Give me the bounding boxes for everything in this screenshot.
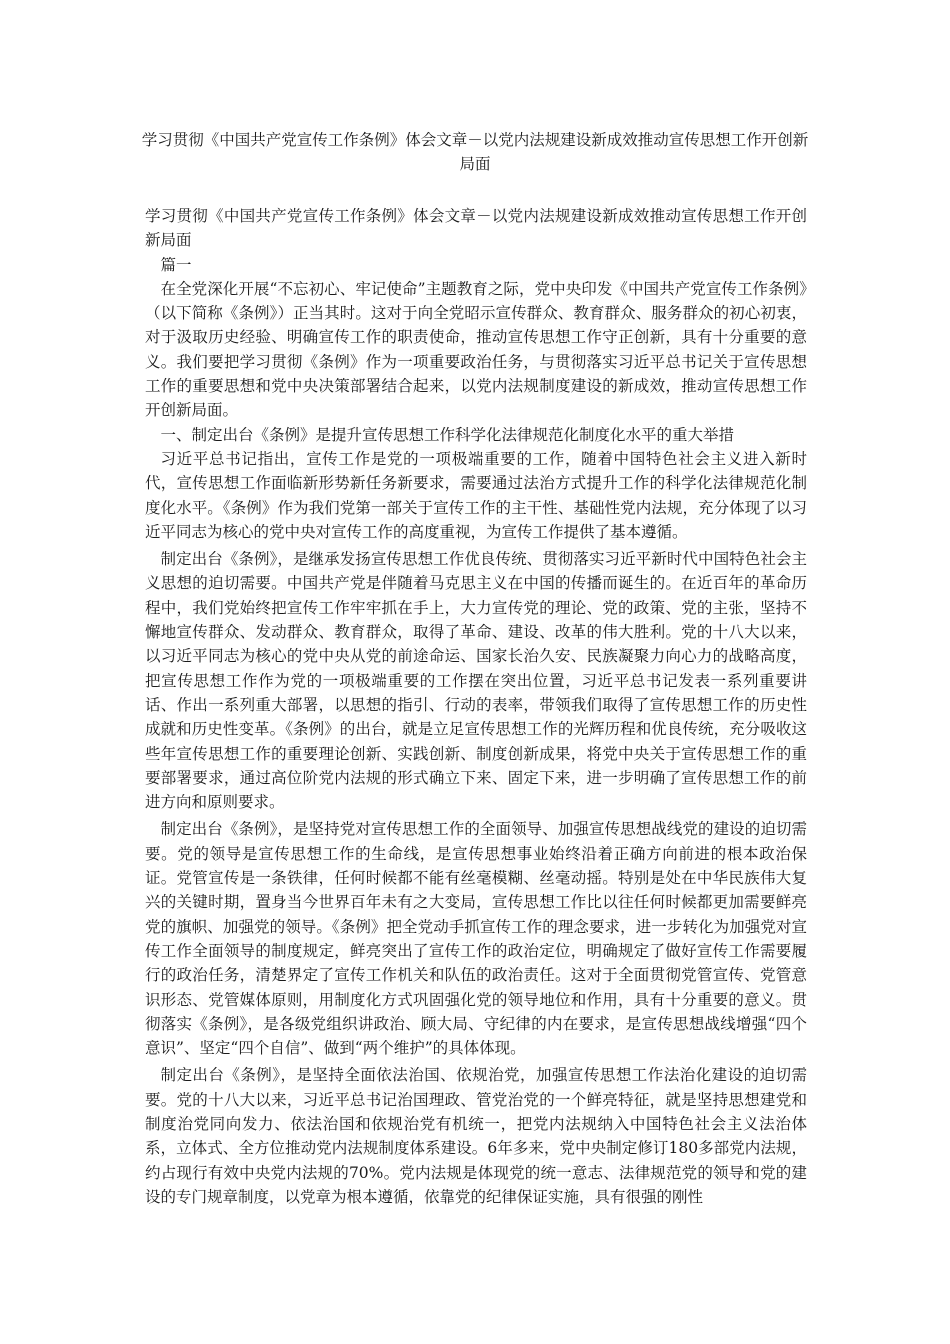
paragraph: 习近平总书记指出，宣传工作是党的一项极端重要的工作，随着中国特色社会主义进入新时代，宣传思想工作面临新形势新任务新要求，需要通过法治方式提升工作的科学化法律规范化制度化水平。《条例》作为我们党第一部关于宣传工作的主干性、基础性党内法规，充分体现了以习近平同志为核心的党中央对宣传工作的高度重视，为宣传工作提供了基本遵循。: [145, 449, 807, 541]
section-heading-one: 一、制定出台《条例》是提升宣传思想工作科学化法律规范化制度化水平的重大举措: [160, 425, 735, 444]
paragraph: 制定出台《条例》，是坚持党对宣传思想工作的全面领导、加强宣传思想战线党的建设的迫切需要。党的领导是宣传思想工作的生命线，是宣传思想事业始终沿着正确方向前进的根本政治保证。党管宣传是一条铁律，任何时候都不能有丝毫模糊、丝毫动摇。特别是处在中华民族伟大复兴的关键时期，置身当今世界百年未有之大变局，宣传思想工作比以往任何时候都更加需要鲜亮党的旗帜、加强党的领导。《条例》把全党动手抓宣传工作的理念要求，进一步转化为加强党对宣传工作全面领导的制度规定，鲜亮突出了宣传工作的政治定位，明确规定了做好宣传工作需要履行的政治任务，清楚界定了宣传工作机关和队伍的政治责任。这对于全面贯彻党管宣传、党管意识形态、党管媒体原则，用制度化方式巩固强化党的领导地位和作用，具有十分重要的意义。贯彻落实《条例》，是各级党组织讲政治、顾大局、守纪律的内在要求，是宣传思想战线增强“四个意识”、坚定“四个自信”、做到“两个维护”的具体体现。: [145, 820, 807, 1058]
document-subtitle: 学习贯彻《中国共产党宣传工作条例》体会文章－以党内法规建设新成效推动宣传思想工作开创新局面: [145, 207, 807, 250]
document-title: 学习贯彻《中国共产党宣传工作条例》体会文章－以党内法规建设新成效推动宣传思想工作开创新局面: [141, 131, 809, 173]
document-body: [145, 204, 807, 1209]
paragraph: 制定出台《条例》，是坚持全面依法治国、依规治党，加强宣传思想工作法治化建设的迫切需要。党的十八大以来，习近平总书记治国理政、管党治党的一个鲜亮特征，就是坚持思想建党和制度治党同向发力、依法治国和依规治党有机统一，把党内法规纳入中国特色社会主义法治体系，立体式、全方位推动党内法规制度体系建设。6年多来，党中央制定修订180多部党内法规，约占现行有效中央党内法规的70%。党内法规是体现党的统一意志、法律规范党的领导和党的建设的专门规章制度，以党章为根本遵循，依靠党的纪律保证实施，具有很强的刚性: [145, 1066, 807, 1206]
section-label: 篇一: [160, 255, 192, 274]
paragraph: 制定出台《条例》，是继承发扬宣传思想工作优良传统、贯彻落实习近平新时代中国特色社会主义思想的迫切需要。中国共产党是伴随着马克思主义在中国的传播而诞生的。在近百年的革命历程中，我们党始终把宣传工作牢牢抓在手上，大力宣传党的理论、党的政策、党的主张，坚持不懈地宣传群众、发动群众、教育群众，取得了革命、建设、改革的伟大胜利。党的十八大以来，以习近平同志为核心的党中央从党的前途命运、国家长治久安、民族凝聚力向心力的战略高度，把宣传思想工作作为党的一项极端重要的工作摆在突出位置，习近平总书记发表一系列重要讲话、作出一系列重大部署，以思想的指引、行动的表率，带领我们取得了宣传思想工作的历史性成就和历史性变革。《条例》的出台，就是立足宣传思想工作的光辉历程和优良传统，充分吸收这些年宣传思想工作的重要理论创新、实践创新、制度创新成果，将党中央关于宣传思想工作的重要部署要求，通过高位阶党内法规的形式确立下来、固定下来，进一步明确了宣传思想工作的前进方向和原则要求。: [145, 550, 807, 812]
paragraph-intro: 在全党深化开展“不忘初心、牢记使命”主题教育之际，党中央印发《中国共产党宣传工作条例》（以下简称《条例》）正当其时。这对于向全党昭示宣传群众、教育群众、服务群众的初心初衷，对于汲取历史经验、明确宣传工作的职责使命，推动宣传思想工作守正创新，具有十分重要的意义。我们要把学习贯彻《条例》作为一项重要政治任务，与贯彻落实习近平总书记关于宣传思想工作的重要思想和党中央决策部署结合起来，以党内法规制度建设的新成效，推动宣传思想工作开创新局面。: [145, 279, 807, 420]
